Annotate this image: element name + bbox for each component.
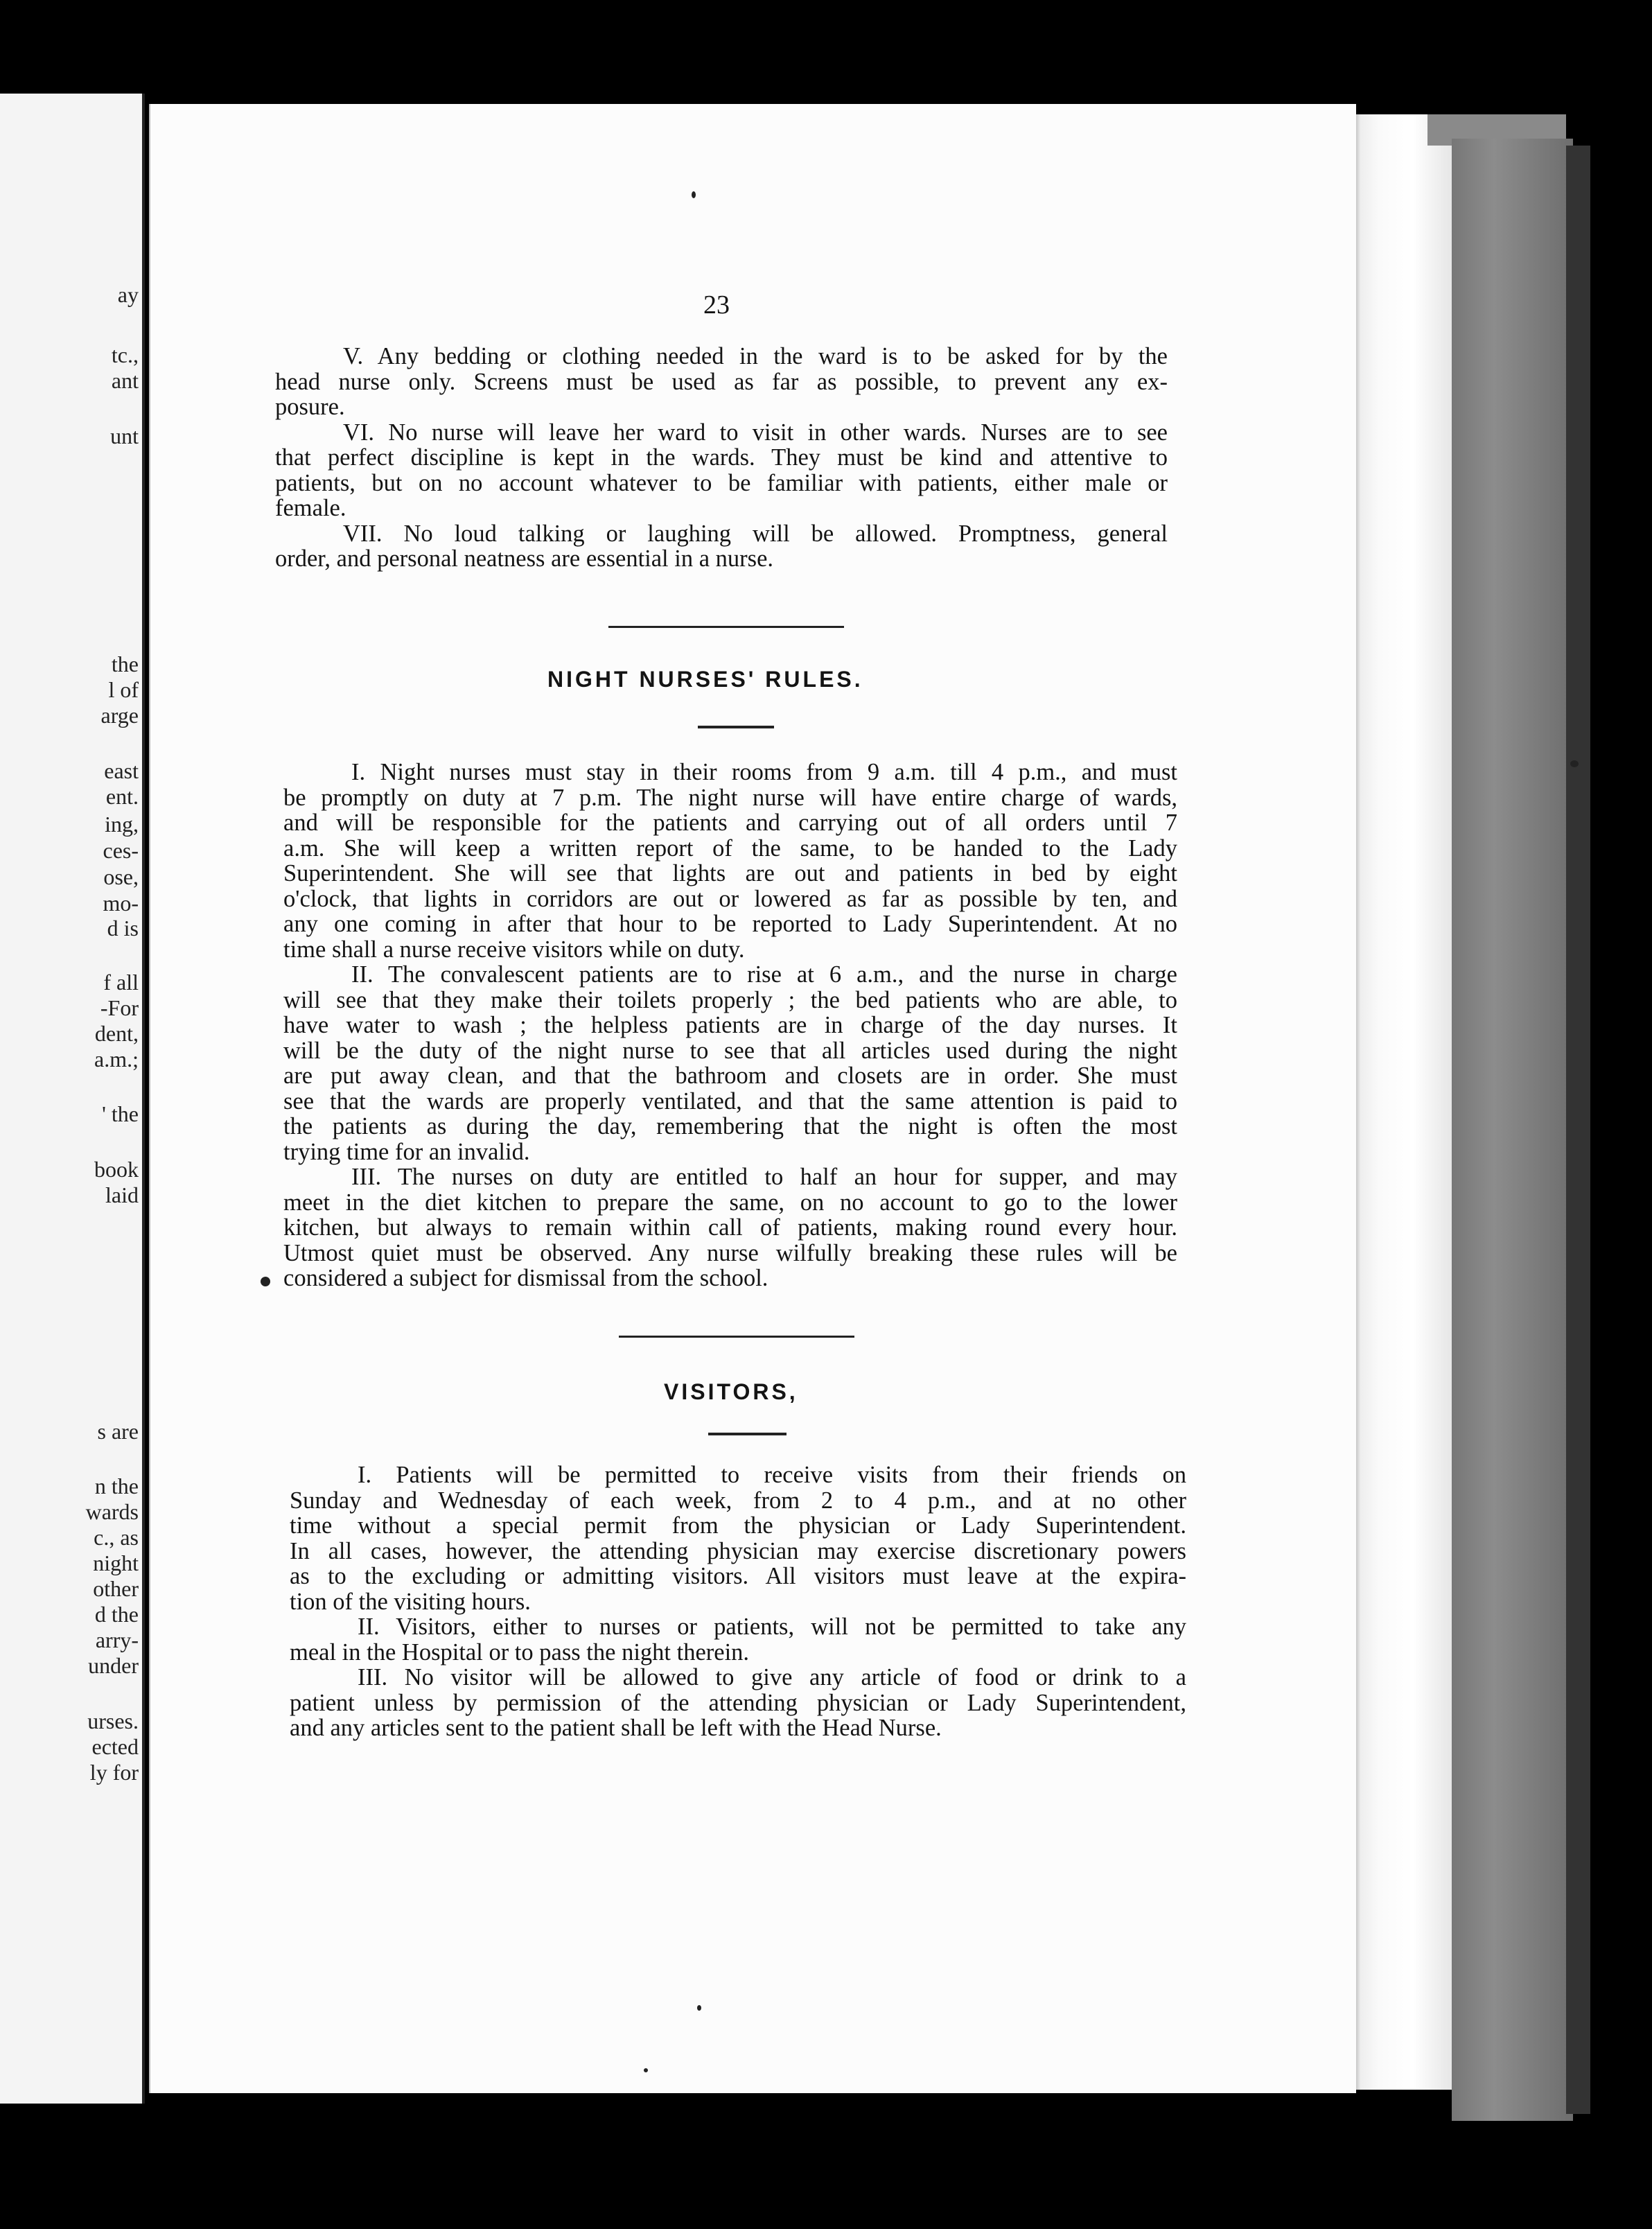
text-line: V. Any bedding or clothing needed in the ward is to be asked for by the bbox=[343, 343, 1168, 369]
text-line: patients, but on no account whatever to be familiar with patients, either male or bbox=[275, 469, 1168, 496]
text-line: patient unless by permission of the attending physician or Lady Superintendent, bbox=[290, 1689, 1186, 1716]
left-page-text-fragment: ant bbox=[111, 368, 139, 393]
ink-speck bbox=[261, 1277, 270, 1286]
page-number: 23 bbox=[703, 290, 730, 320]
left-page-text-fragment: s are bbox=[97, 1419, 139, 1444]
left-page-text-fragment: ose, bbox=[103, 864, 139, 889]
ink-speck bbox=[692, 191, 696, 198]
heading-underline bbox=[708, 1433, 787, 1435]
left-page-text-fragment: east bbox=[104, 758, 139, 783]
text-line: be promptly on duty at 7 p.m. The night nurse will have entire charge of wards, bbox=[283, 784, 1177, 811]
text-line: head nurse only. Screens must be used as far as possible, to prevent any ex- bbox=[275, 368, 1168, 395]
text-line: Superintendent. She will see that lights are out and patients in bed by eight bbox=[283, 860, 1177, 886]
text-line: a.m. She will keep a written report of the same, to be handed to the Lady bbox=[283, 834, 1177, 862]
text-line: any one coming in after that hour to be reported to Lady Superintendent. At no bbox=[283, 911, 1177, 937]
text-line: Sunday and Wednesday of each week, from 2 to 4 p.m., and at no other bbox=[290, 1487, 1186, 1514]
text-line: kitchen, but always to remain within call of patients, making round every hour. bbox=[283, 1214, 1177, 1241]
left-page-text-fragment: urses. bbox=[87, 1708, 139, 1733]
visitors-rules bbox=[290, 1462, 1186, 1741]
left-page-text-fragment: a.m.; bbox=[94, 1047, 139, 1072]
text-line: I. Patients will be permitted to receive visits from their friends on bbox=[358, 1462, 1186, 1488]
text-line: and will be responsible for the patients and carrying out of all orders until 7 bbox=[283, 810, 1177, 836]
paragraph bbox=[283, 962, 1177, 1164]
ink-speck bbox=[697, 2005, 701, 2011]
paragraph bbox=[275, 420, 1168, 521]
left-page-text-fragment: c., as bbox=[94, 1525, 139, 1550]
text-line: will see that they make their toilets properly ; the bed patients who are able, to bbox=[283, 986, 1177, 1013]
text-line: posure. bbox=[275, 394, 345, 420]
left-page-text-fragment: arry- bbox=[95, 1627, 139, 1652]
text-line: have water to wash ; the helpless patients are in charge of the day nurses. It bbox=[283, 1012, 1177, 1038]
text-line: Utmost quiet must be observed. Any nurse wilfully breaking these rules will be bbox=[283, 1239, 1177, 1266]
text-line: time without a special permit from the physician or Lady Superintendent. bbox=[290, 1512, 1186, 1539]
left-page-text-fragment: dent, bbox=[94, 1021, 139, 1046]
left-page-text-fragment: arge bbox=[100, 703, 139, 728]
left-page-text-fragment: ent. bbox=[105, 784, 139, 809]
text-line: III. The nurses on duty are entitled to half an hour for supper, and may bbox=[351, 1164, 1177, 1190]
paragraph bbox=[275, 521, 1168, 572]
text-line: II. Visitors, either to nurses or patients, will not be permitted to take any bbox=[358, 1614, 1186, 1640]
text-line: tion of the visiting hours. bbox=[290, 1588, 531, 1615]
left-page-text-fragment: ' the bbox=[102, 1101, 139, 1126]
text-line: I. Night nurses must stay in their rooms from 9 a.m. till 4 p.m., and must bbox=[351, 759, 1177, 785]
left-page-text-fragment: wards bbox=[85, 1499, 139, 1524]
left-page-text-fragment: ected bbox=[91, 1734, 139, 1759]
text-line: trying time for an invalid. bbox=[283, 1138, 530, 1165]
paragraph bbox=[290, 1665, 1186, 1741]
text-line: III. No visitor will be allowed to give any article of food or drink to a bbox=[358, 1664, 1186, 1690]
ink-speck bbox=[1570, 760, 1579, 767]
left-page-text-fragment: ing, bbox=[105, 812, 139, 837]
cover-edge-shadow bbox=[1566, 146, 1590, 2114]
paragraph bbox=[275, 344, 1168, 420]
text-line: II. The convalescent patients are to rise at 6 a.m., and the nurse in charge bbox=[351, 961, 1177, 988]
page-stack-edge bbox=[1355, 114, 1452, 2090]
text-line: as to the excluding or admitting visitors. All visitors must leave at the expira- bbox=[290, 1563, 1186, 1589]
paragraph bbox=[290, 1462, 1186, 1614]
text-line: In all cases, however, the attending physician may exercise discretionary powers bbox=[290, 1537, 1186, 1564]
left-page-text-fragment: ay bbox=[117, 282, 139, 307]
text-line: see that the wards are properly ventilated, and that the same attention is paid to bbox=[283, 1087, 1177, 1114]
text-line: considered a subject for dismissal from the school. bbox=[283, 1265, 768, 1291]
left-page-text-fragment: f all bbox=[103, 970, 139, 995]
left-facing-page bbox=[0, 94, 145, 2104]
section-divider bbox=[608, 626, 844, 628]
left-page-text-fragment: -For bbox=[100, 995, 139, 1020]
text-line: VII. No loud talking or laughing will be allowed. Promptness, general bbox=[343, 520, 1168, 547]
left-page-text-fragment: book bbox=[94, 1157, 139, 1182]
left-page-text-fragment: mo- bbox=[103, 891, 139, 916]
text-line: meal in the Hospital or to pass the night therein. bbox=[290, 1638, 750, 1666]
paragraph bbox=[290, 1614, 1186, 1665]
left-page-text-fragment: laid bbox=[105, 1182, 139, 1207]
night-rules-heading: NIGHT NURSES' RULES. bbox=[547, 667, 863, 692]
text-line: the patients as during the day, remembering that the night is often the most bbox=[283, 1113, 1177, 1139]
left-page-text-fragment: other bbox=[93, 1576, 139, 1601]
ink-speck bbox=[644, 2068, 648, 2072]
left-page-text-fragment: d the bbox=[94, 1602, 139, 1627]
text-line: order, and personal neatness are essential in a nurse. bbox=[275, 545, 774, 572]
paragraph bbox=[283, 760, 1177, 962]
left-page-text-fragment: n the bbox=[94, 1474, 139, 1498]
text-line: are put away clean, and that the bathroom and closets are in order. She must bbox=[283, 1063, 1177, 1089]
text-line: that perfect discipline is kept in the wards. They must be kind and attentive to bbox=[275, 444, 1168, 471]
left-page-text-fragment: under bbox=[88, 1653, 139, 1678]
text-line: meet in the diet kitchen to prepare the same, on no account to go to the lower bbox=[283, 1189, 1177, 1216]
left-page-text-fragment: ly for bbox=[89, 1760, 139, 1785]
opening-rules bbox=[275, 344, 1168, 572]
left-page-text-fragment: d is bbox=[107, 916, 139, 941]
heading-underline bbox=[698, 726, 774, 728]
left-page-text-fragment: night bbox=[93, 1550, 139, 1575]
left-page-text-fragment: unt bbox=[110, 423, 139, 448]
left-page-text-fragment: ces- bbox=[103, 838, 139, 863]
left-page-text-fragment: the bbox=[111, 652, 139, 676]
text-line: o'clock, that lights in corridors are out or lowered as far as possible by ten, and bbox=[283, 885, 1177, 912]
text-line: female. bbox=[275, 495, 346, 521]
night-nurses-rules bbox=[283, 760, 1177, 1291]
book-cover-board bbox=[1452, 139, 1573, 2121]
text-line: will be the duty of the night nurse to see that all articles used during the night bbox=[283, 1037, 1177, 1064]
left-page-text-fragment: l of bbox=[108, 677, 139, 702]
text-line: and any articles sent to the patient shall be left with the Head Nurse. bbox=[290, 1715, 942, 1741]
paragraph bbox=[283, 1164, 1177, 1291]
visitors-heading: VISITORS, bbox=[664, 1379, 798, 1404]
left-page-text-fragment: tc., bbox=[111, 342, 139, 367]
text-line: time shall a nurse receive visitors while on duty. bbox=[283, 936, 745, 963]
section-divider bbox=[619, 1336, 854, 1338]
text-line: VI. No nurse will leave her ward to visit in other wards. Nurses are to see bbox=[343, 419, 1168, 446]
